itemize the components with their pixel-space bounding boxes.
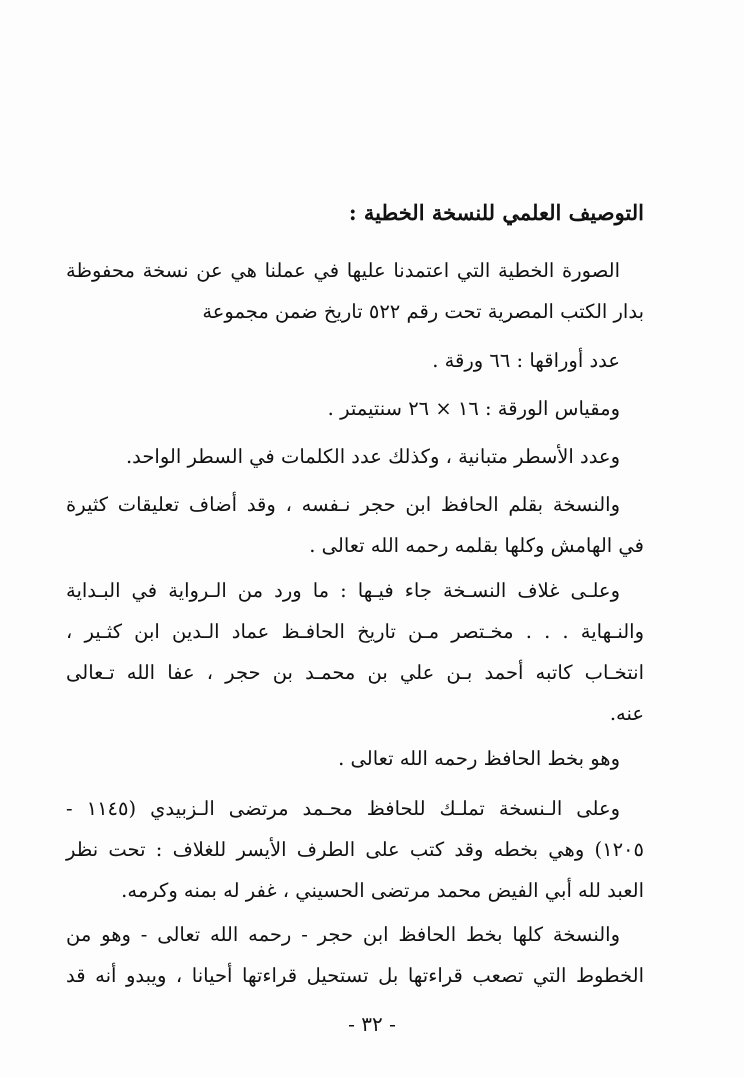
text-line: وعلى الـنسخة تملـك للحافظ محـمد مرتضى الـزبيدي (١١٤٥ - (66, 797, 620, 820)
paragraph-page-size (66, 388, 644, 429)
text-line: والنـهاية . . . مخـتصر مـن تاريخ الحافـظ عماد الـدين ابن كثـير ، (66, 620, 644, 643)
page-number: - ٣٢ - (348, 1012, 396, 1036)
paragraph-ownership (66, 788, 644, 911)
text-line: وعدد الأسطر متبانية ، وكذلك عدد الكلمات في السطر الواحد. (125, 445, 620, 468)
paragraph-handwriting (66, 484, 644, 566)
text-line: ومقياس الورقة : ١٦ × ٢٦ سنتيمتر . (327, 397, 620, 420)
text-line: عنه. (609, 702, 644, 725)
text-line: في الهامش وكلها بقلمه رحمه الله تعالى . (309, 534, 644, 557)
text-line: العبد لله أبي الفيض محمد مرتضى الحسيني ، غفر له بمنه وكرمه. (121, 879, 644, 902)
paragraph-manuscript-location (66, 250, 644, 332)
text-line: والنسخة كلها بخط الحافظ ابن حجر - رحمه الله تعالى - وهو من (66, 923, 620, 946)
text-line: وهو بخط الحافظ رحمه الله تعالى . (338, 747, 620, 770)
text-line: وعلـى غلاف النسـخة جاء فيـها : ما ورد من الـرواية في البـداية (66, 579, 620, 602)
paragraph-line-count (66, 436, 644, 477)
section-heading: التوصيف العلمي للنسخة الخطية : (348, 200, 644, 225)
text-line: ١٢٠٥) وهي بخطه وقد كتب على الطرف الأيسر للغلاف : تحت نظر (66, 838, 644, 861)
paragraph-script-difficulty (66, 914, 644, 996)
text-line: انتخـاب كاتبه أحمد بـن علي بن محمـد بن حجر ، عفا الله تـعالى (66, 661, 644, 684)
paragraph-folio-count (66, 340, 644, 381)
text-line: الخطوط التي تصعب قراءتها بل تستحيل قراءتها أحيانا ، ويبدو أنه قد (66, 964, 644, 987)
paragraph-cover-title (66, 570, 644, 734)
text-line: عدد أوراقها : ٦٦ ورقة . (432, 349, 620, 372)
text-line: والنسخة بقلم الحافظ ابن حجر نـفسه ، وقد أضاف تعليقات كثيرة (66, 493, 620, 516)
paragraph-cover-handwriting (66, 738, 644, 779)
text-line: بدار الكتب المصرية تحت رقم ٥٢٢ تاريخ ضمن مجموعة (202, 300, 644, 323)
text-line: الصورة الخطية التي اعتمدنا عليها في عملنا هي عن نسخة محفوظة (66, 259, 620, 282)
